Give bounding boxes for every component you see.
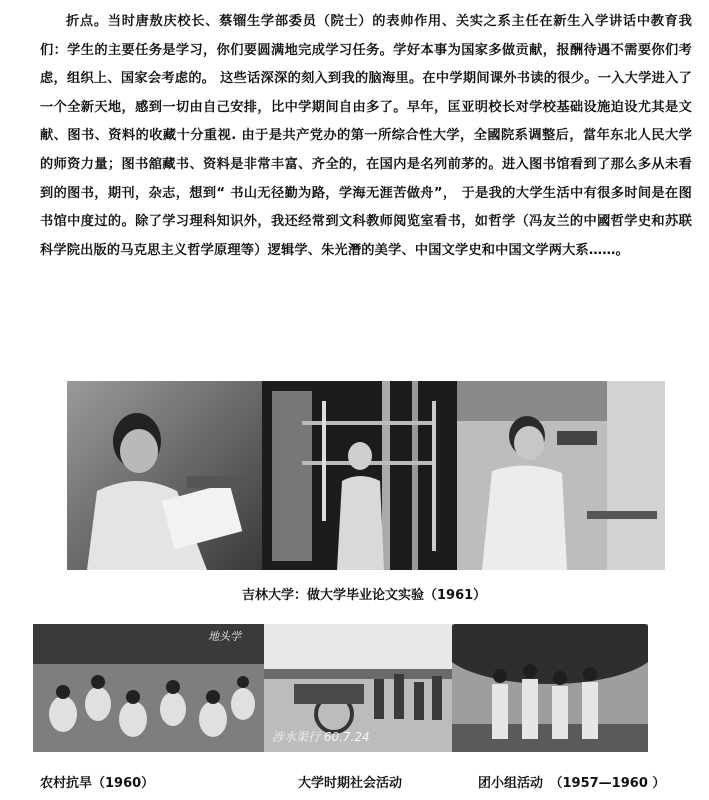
body-text: 折点。当时唐敖庆校长、蔡镏生学部委员（院士）的表帅作用、关实之系主任在新生入学讲话中教育我们：学生的主要任务是学习，你们要圆满地完成学习任务。学好本事为国家多做贡献，报酬待遇不需要你们考虑，组织上、国家会考虑的。 这些话深深的刻入到我的脑海里。在中学期间课外书读的很少。一入大学进入了一个全新天地，感到一切由自己安排，比中学期间自由多了。早年，匡亚明校长对学校基础设施迫设尤其是文献、图书、资料的收藏十分重视. 由于是共产党办的第一所综合性大学，全國院系调整后，當年东北人民大学的师资力量；图书舘藏书、资料是非常丰富、齐全的，在国内是名列前茅的。进入图书馆看到了那么多从未看到的图书，期刊，杂志，想到“ 书山无径勤为路，学海无涯苦做舟”， 于是我的大学生活中有很多时间是在图书馆中度过的。除了学习理科知识外，我还经常到文科教师阅览室看书，如哲学（冯友兰的中國哲学史和苏联科学院出版的马克思主义哲学原理等）逻辑学、朱光潛的美学、中国文学史和中国文学两大系……。 xyxy=(40,14,692,258)
caption-bottom-1: 农村抗旱（1960） xyxy=(40,776,155,791)
youth-group-photo xyxy=(452,624,648,752)
experiment-photo-2 xyxy=(262,381,457,570)
photo-inscription: 地头学 xyxy=(208,630,241,643)
experiment-photo-3 xyxy=(457,381,665,570)
caption-bottom-2: 大学时期社会活动 xyxy=(298,776,403,791)
caption-top: 吉林大学：做大学毕业论文实验（1961） xyxy=(242,588,487,603)
caption-bottom-3: 团小组活动 （1957—1960 ） xyxy=(478,776,666,791)
rural-drought-photo xyxy=(33,624,264,752)
body-paragraph xyxy=(40,8,692,265)
experiment-photo-1 xyxy=(67,381,262,570)
photo-inscription: 涉水渠行 60.7.24 xyxy=(272,730,370,744)
social-activity-photo xyxy=(264,624,452,752)
